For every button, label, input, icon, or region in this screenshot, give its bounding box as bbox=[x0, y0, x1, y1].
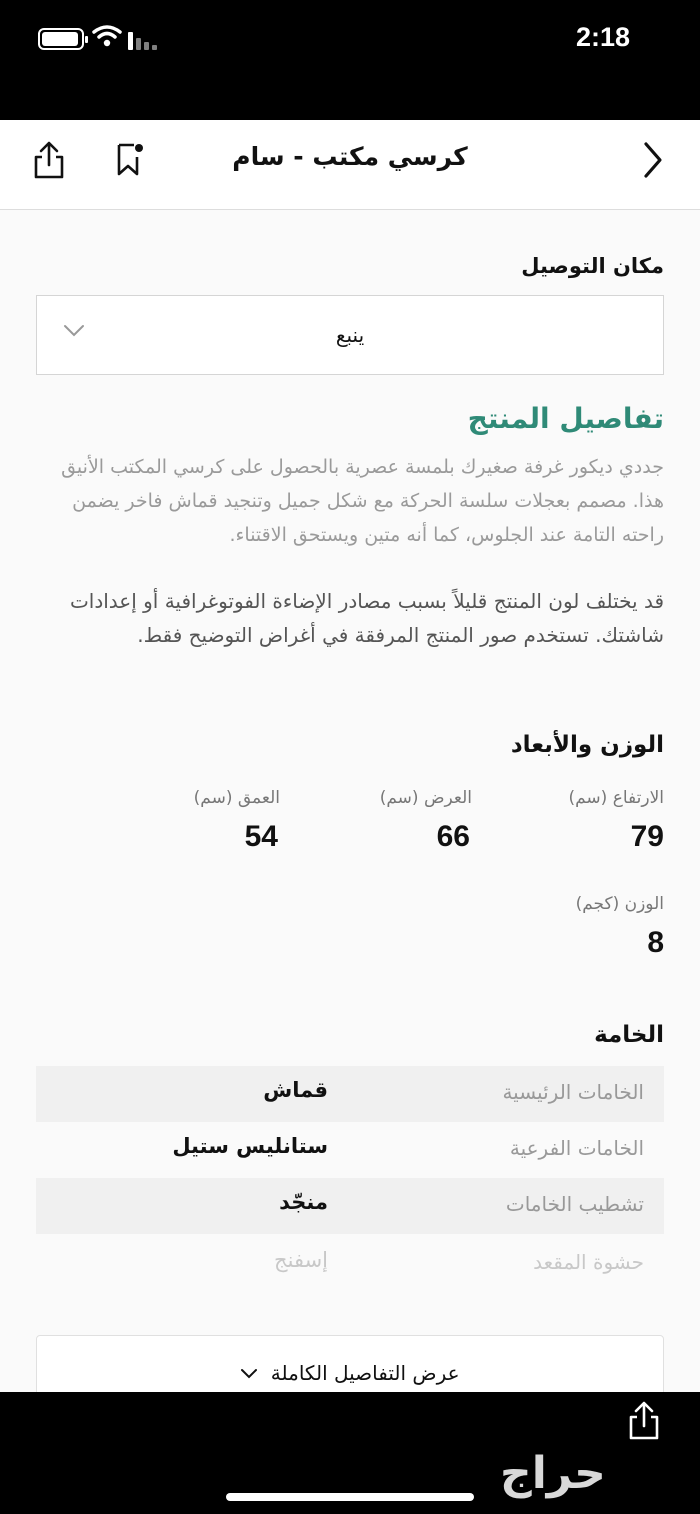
material-value: إسفنج bbox=[274, 1248, 328, 1272]
material-key: تشطيب الخامات bbox=[505, 1192, 644, 1216]
materials-title: الخامة bbox=[594, 1022, 664, 1048]
wifi-icon bbox=[92, 24, 122, 48]
material-row bbox=[36, 1178, 664, 1234]
width-label: العرض (سم) bbox=[379, 788, 472, 808]
status-time: 2:18 bbox=[575, 22, 630, 52]
page-title: كرسي مكتب - سام bbox=[232, 142, 468, 171]
delivery-location-select[interactable] bbox=[36, 295, 664, 375]
chevron-down-icon bbox=[240, 1368, 258, 1380]
material-key: حشوة المقعد bbox=[533, 1250, 644, 1274]
material-value: منجّد bbox=[279, 1190, 328, 1214]
depth-label: العمق (سم) bbox=[193, 788, 280, 808]
height-value: 79 bbox=[630, 820, 664, 853]
product-color-note: قد يختلف لون المنتج قليلاً بسبب مصادر الإضاءة الفوتوغرافية أو إعدادات شاشتك. تستخدم صور المنتج المرفقة في أغراض التوضيح فقط. bbox=[69, 589, 664, 647]
delivery-label: مكان التوصيل bbox=[521, 254, 664, 278]
nav-bar bbox=[0, 120, 700, 210]
show-full-details-button[interactable] bbox=[36, 1335, 664, 1392]
material-row bbox=[36, 1122, 664, 1178]
product-description: جددي ديكور غرفة صغيرك بلمسة عصرية بالحصول على كرسي المكتب الأنيق هذا. مصمم بعجلات سلسة الحركة مع شكل جميل وتنجيد قماش فاخر يضمن راحته التامة عند الجلوس، كما أنه متين ويستحق الاقتناء. bbox=[61, 456, 664, 546]
dimensions-title: الوزن والأبعاد bbox=[510, 732, 664, 758]
status-bar bbox=[0, 0, 700, 120]
depth-value: 54 bbox=[244, 820, 278, 853]
chevron-right-icon[interactable] bbox=[640, 140, 666, 180]
delivery-location-value: ينبع bbox=[335, 323, 365, 347]
home-indicator[interactable] bbox=[226, 1493, 474, 1501]
material-key: الخامات الرئيسية bbox=[502, 1080, 644, 1104]
weight-label: الوزن (كجم) bbox=[575, 894, 664, 914]
share-icon[interactable] bbox=[626, 1400, 662, 1442]
cellular-signal-icon bbox=[128, 30, 157, 50]
battery-icon bbox=[38, 28, 84, 50]
show-full-details-label bbox=[37, 1361, 663, 1385]
material-row bbox=[36, 1236, 664, 1292]
product-details-title: تفاصيل المنتج bbox=[467, 402, 664, 435]
haraj-watermark: حراج bbox=[500, 1448, 606, 1499]
material-value: ستانليس ستيل bbox=[172, 1134, 328, 1158]
show-full-details-text: عرض التفاصيل الكاملة bbox=[270, 1361, 460, 1385]
material-row bbox=[36, 1066, 664, 1122]
material-value: قماش bbox=[263, 1078, 328, 1102]
bottom-bar bbox=[0, 1392, 700, 1514]
width-value: 66 bbox=[436, 820, 470, 853]
weight-value: 8 bbox=[647, 926, 664, 959]
height-label: الارتفاع (سم) bbox=[568, 788, 664, 808]
material-key: الخامات الفرعية bbox=[509, 1136, 644, 1160]
product-screen bbox=[0, 120, 700, 1392]
